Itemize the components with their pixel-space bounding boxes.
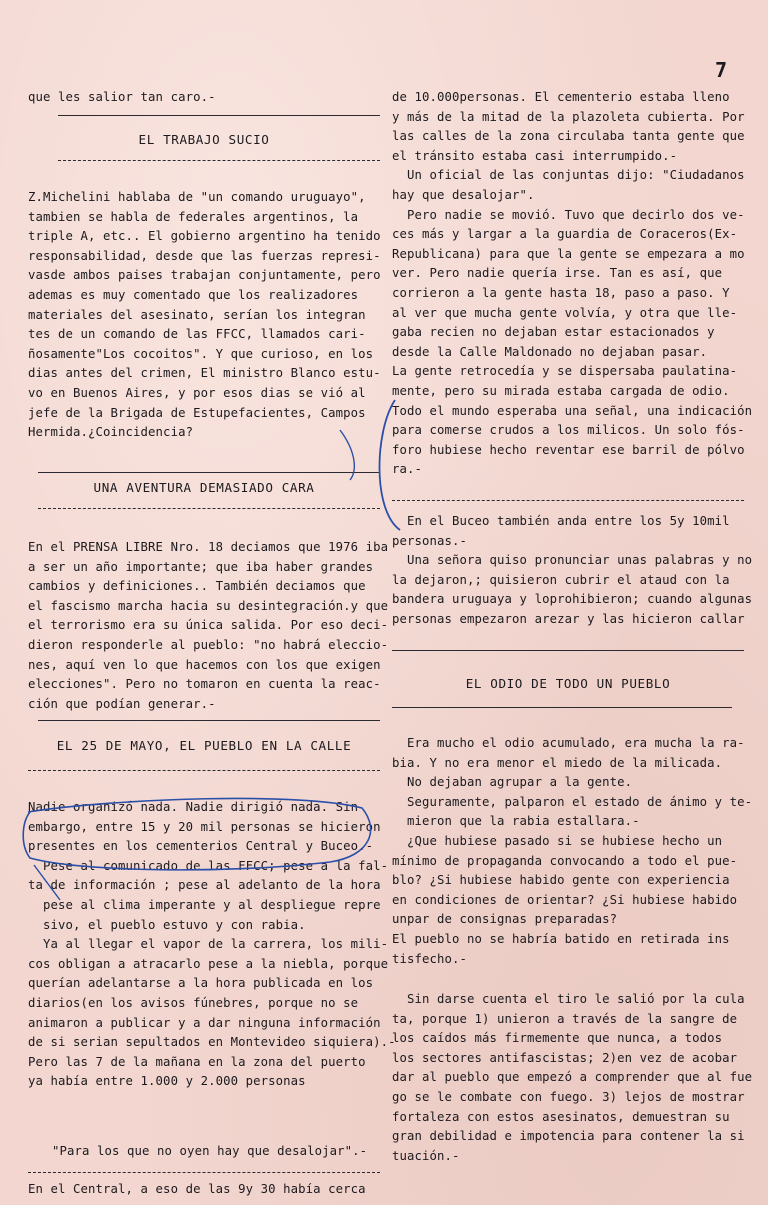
text-line: Ya al llegar el vapor de la carrera, los mili- [28,937,389,952]
intro-line: que les salior tan caro.- [28,90,216,104]
text-line: tambien se habla de federales argentinos, la [28,209,359,224]
text-line: querían adelantarse a la hora publicada en los [28,976,374,991]
text-line: personas.- [392,533,468,548]
text-line: La gente retrocedía y se dispersaba paulatina- [392,364,738,379]
section-heading-aventura: UNA AVENTURA DEMASIADO CARA [93,480,315,495]
text-line: Pero las 7 de la mañana en la zona del puerto [28,1054,366,1069]
text-line: dieron responderle al pueblo: "no habrá eleccio- [28,637,389,652]
text-line: cos obligan a atracarlo pese a la niebla, porque [28,956,389,971]
divider [38,508,380,509]
text-line: Seguramente, palparon el estado de ánimo y te- [392,794,753,809]
text-line: Pese al comunicado de las FFCC; pese a la fal- [28,858,389,873]
right-body-top [392,88,753,480]
text-line: Era mucho el odio acumulado, era mucha la ra- [392,736,745,750]
text-line: tisfecho.- [392,951,468,966]
section-body-closing [392,990,753,1166]
text-line: al ver que mucha gente volvía, y otra que lle- [392,305,738,320]
divider [58,115,380,116]
text-line: ción que podían generar.- [28,696,216,711]
divider [392,707,732,708]
text-line: desde la Calle Maldonado no dejaban pasar. [392,344,708,359]
divider [392,500,744,501]
text-line: el tránsito estaba casi interrumpido.- [392,148,678,163]
text-line: para comerse crudos a los milicos. Un solo fós- [392,423,745,438]
text-line: tes de un comando de las FFCC, llamados cari- [28,327,366,342]
text-line: fortaleza con estos asesinatos, demuestran su [392,1109,730,1124]
text-line: Z.Michelini hablaba de "un comando uruguayo", [28,190,366,204]
text-line: unpar de consignas preparadas? [392,912,618,927]
quote-line: "Para los que no oyen hay que desalojar".- [52,1144,368,1158]
text-line: embargo, entre 15 y 20 mil personas se hicieron [28,819,381,834]
text-line: jefe de la Brigada de Estupefacientes, Campos [28,405,366,420]
text-line: mieron que la rabia estallara.- [392,814,640,829]
section-heading-25-de-mayo: EL 25 DE MAYO, EL PUEBLO EN LA CALLE [56,738,352,753]
divider [28,1172,380,1173]
text-line: de 10.000personas. El cementerio estaba lleno [392,90,730,104]
section-body-25-de-mayo [28,798,396,1092]
text-line: ñosamente"Los cocoitos". Y que curioso, en los [28,346,374,361]
text-line: go se le combate con fuego. 3) lejos de mostrar [392,1089,745,1104]
divider [28,770,380,771]
text-line: de si serian sepultados en Montevideo siquiera).- [28,1035,396,1050]
text-line: en condiciones de orientar? ¿Si hubiese habido [392,892,738,907]
section-heading-odio: EL ODIO DE TODO UN PUEBLO [465,676,671,691]
text-line: dar al pueblo que empezó a comprender que al fue [392,1070,753,1085]
text-line: ta de información ; pese al adelanto de la hora [28,878,381,893]
text-line: mínimo de propaganda convocando a todo el pue- [392,853,738,868]
text-line: Sin darse cuenta el tiro le salió por la cula [392,992,745,1006]
text-line: ra.- [392,462,423,477]
text-line: animaron a publicar y a dar ninguna información [28,1015,381,1030]
text-line: el fascismo marcha hacia su desintegración.y que [28,598,389,613]
text-line: ta, porque 1) unieron a través de la sangre de [392,1011,738,1026]
text-line: vasde ambos paises trabajan conjuntamente, pero [28,268,381,283]
text-line: responsabilidad, desde que las fuerzas represi- [28,248,381,263]
text-line: gaba recien no dejaban estar estacionados y [392,325,715,340]
text-line: presentes en los cementerios Central y Buceo.- [28,839,374,854]
divider [58,160,380,161]
text-line: No dejaban agrupar a la gente. [392,775,633,790]
text-line: sivo, el pueblo estuvo y con rabia. [28,917,306,932]
text-line: los sectores antifascistas; 2)en vez de acobar [392,1050,738,1065]
text-line: personas empezaron arezar y las hicieron callar [392,611,745,626]
text-line: hay que desalojar". [392,187,535,202]
divider [392,650,744,651]
text-line: ¿Que hubiese pasado si se hubiese hecho un [392,833,723,848]
divider [38,472,380,473]
text-line: cambios y definiciones.. También deciamos que [28,579,366,594]
text-line: Hermida.¿Coincidencia? [28,425,194,440]
text-line: elecciones". Pero no tomaron en cuenta la reac- [28,677,381,692]
text-line: corrieron a la gente hasta 18, paso a paso. Y [392,285,730,300]
text-line: materiales del asesinato, serían los integran [28,307,366,322]
text-line: El pueblo no se habría batido en retirada ins [392,931,730,946]
text-line: Todo el mundo esperaba una señal, una indicación [392,403,753,418]
text-line: Republicana) para que la gente se empezara a mo [392,246,745,261]
text-line: diarios(en los avisos fúnebres, porque no se [28,995,359,1010]
text-line: Pero nadie se movió. Tuvo que decirlo dos ve- [392,207,745,222]
section-heading-trabajo-sucio: EL TRABAJO SUCIO [138,132,270,147]
text-line: los caídos más firmemente que nunca, a todos [392,1031,723,1046]
section-body-odio [392,734,753,969]
text-line: a ser un año importante; que iba haber grandes [28,559,374,574]
divider [38,720,380,721]
text-line: vo en Buenos Aires, y por esos dias se vió al [28,385,366,400]
text-line: nes, aquí ven lo que hacemos con los que exigen [28,657,381,672]
text-line: y más de la mitad de la plazoleta cubierta. Por [392,109,745,124]
text-line: En el PRENSA LIBRE Nro. 18 deciamos que 1976 iba [28,540,389,554]
text-line: tuación.- [392,1148,460,1163]
section-body-trabajo-sucio [28,188,380,443]
text-line: ademas es muy comentado que los realizadores [28,287,359,302]
text-line: las calles de la zona circulaba tanta gente que [392,129,745,144]
text-line: dias antes del crimen, El ministro Blanco estu- [28,366,381,381]
text-line: ya había entre 1.000 y 2.000 personas [28,1074,306,1089]
text-line: Un oficial de las conjuntas dijo: "Ciudadanos [392,168,745,183]
text-line: blo? ¿Si hubiese habido gente con experiencia [392,873,730,888]
page-number: 7 [715,58,728,82]
text-line: Una señora quiso pronunciar unas palabras y no [392,553,753,568]
text-line: ces más y largar a la guardia de Coraceros(Ex- [392,227,738,242]
text-line: triple A, etc.. El gobierno argentino ha tenido [28,229,381,244]
text-line: En el Buceo también anda entre los 5y 10mil [392,514,730,528]
text-line: bia. Y no era menor el miedo de la milicada. [392,755,723,770]
text-line: ver. Pero nadie quería irse. Tan es así, que [392,266,723,281]
text-line: la dejaron,; quisieron cubrir el ataud con la [392,572,730,587]
text-line: el terrorismo era su única salida. Por eso deci- [28,618,389,633]
text-line: Nadie organizó nada. Nadie dirigió nada. Sin [28,800,359,814]
text-line: gran debilidad e impotencia para contener la si [392,1129,745,1144]
right-body-middle [392,512,753,630]
text-line: mente, pero su mirada estaba cargada de odio. [392,383,730,398]
text-line: bandera uruguaya y loprohibieron; cuando algunas [392,592,753,607]
text-line: foro hubiese hecho reventar ese barril de pólvo [392,442,745,457]
text-line: pese al clima imperante y al despliegue repre [28,897,381,912]
section-body-aventura [28,538,389,714]
last-line: En el Central, a eso de las 9y 30 había cerca [28,1182,366,1196]
